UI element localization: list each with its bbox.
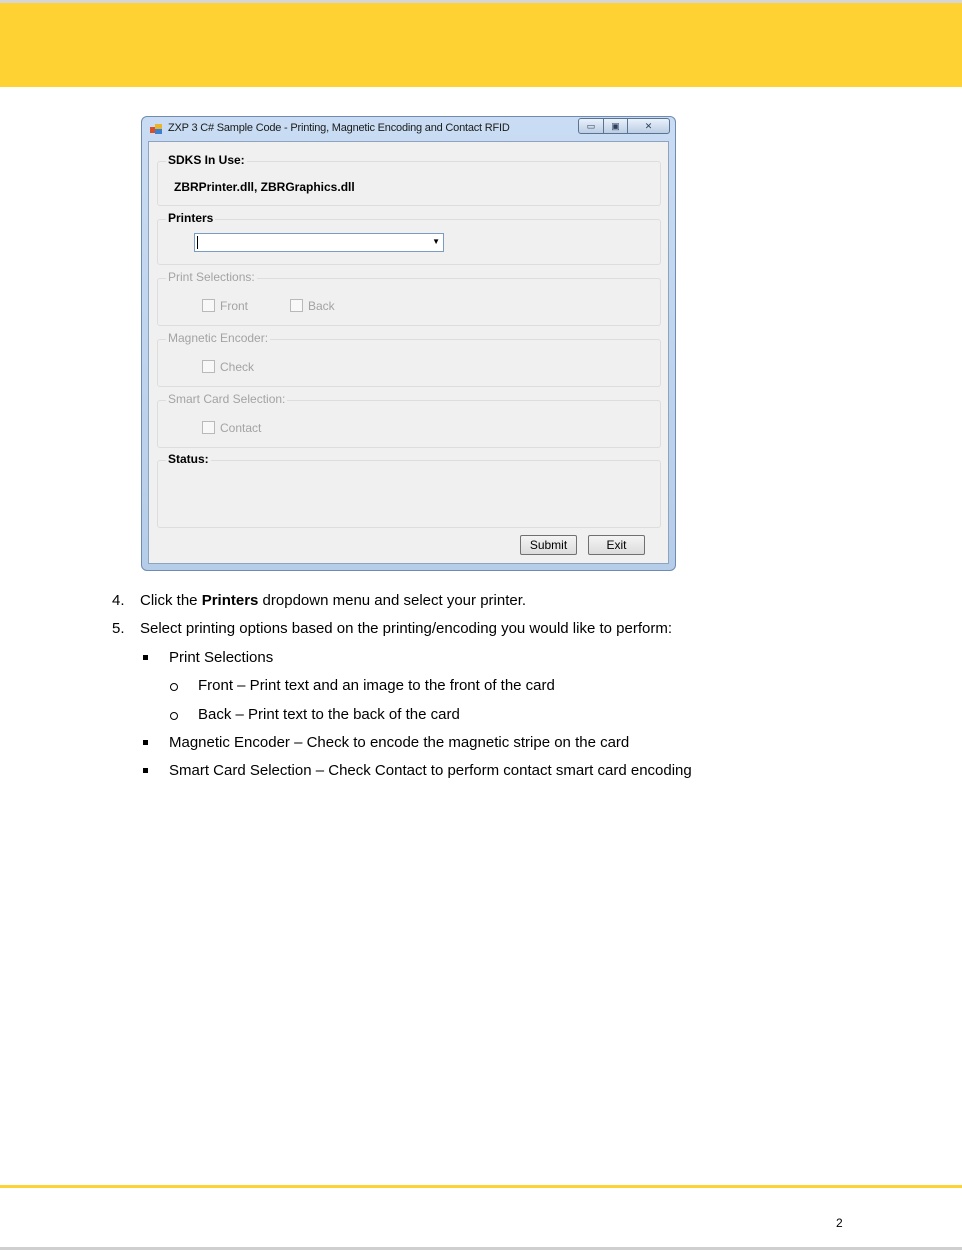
app-icon	[150, 124, 162, 134]
maximize-button[interactable]: ▣	[603, 118, 628, 134]
window-client-area	[148, 141, 669, 564]
step-number: 5.	[112, 620, 125, 637]
smart-card-label: Smart Card Selection:	[168, 392, 286, 406]
step-text: Click the Printers dropdown menu and select your printer.	[140, 592, 527, 609]
checkbox-icon	[202, 299, 215, 312]
printers-emphasis: Printers	[201, 592, 259, 609]
step-number: 4.	[112, 592, 125, 609]
submit-button[interactable]: Submit	[520, 535, 577, 555]
bullet-circle-icon	[170, 683, 178, 691]
checkbox-icon	[202, 421, 215, 434]
window-controls	[578, 118, 670, 135]
checkbox-icon	[290, 299, 303, 312]
contact-label: Contact	[220, 421, 262, 435]
status-label: Status:	[168, 452, 209, 466]
list-item: Magnetic Encoder – Check to encode the magnetic stripe on the card	[169, 734, 630, 751]
step-text: Select printing options based on the printing/encoding you would like to perform:	[140, 620, 672, 637]
window-title: ZXP 3 C# Sample Code - Printing, Magnetic Encoding and Contact RFID	[168, 122, 510, 134]
back-label: Back	[308, 299, 335, 313]
front-checkbox[interactable]	[202, 299, 248, 313]
bullet-square-icon	[143, 655, 148, 660]
header-banner	[0, 3, 962, 87]
print-selections-group	[157, 270, 661, 326]
check-label: Check	[220, 360, 255, 374]
text-caret	[197, 236, 198, 249]
check-checkbox[interactable]	[202, 360, 254, 374]
app-window	[141, 116, 676, 571]
printers-dropdown[interactable]	[194, 233, 444, 252]
printers-group	[157, 211, 661, 265]
minimize-button[interactable]: ▭	[578, 118, 604, 134]
contact-checkbox[interactable]	[202, 421, 261, 435]
sdks-value: ZBRPrinter.dll, ZBRGraphics.dll	[174, 180, 355, 194]
smart-card-group	[157, 392, 661, 448]
sub-list-item: Front – Print text and an image to the front of the card	[198, 677, 555, 694]
status-group	[157, 452, 661, 528]
chevron-down-icon[interactable]: ▼	[432, 237, 440, 246]
checkbox-icon	[202, 360, 215, 373]
bullet-square-icon	[143, 768, 148, 773]
list-item: Print Selections	[169, 649, 274, 666]
back-checkbox[interactable]	[290, 299, 335, 313]
exit-button[interactable]: Exit	[588, 535, 645, 555]
printers-label: Printers	[168, 211, 214, 225]
front-label: Front	[220, 299, 249, 313]
bullet-square-icon	[143, 740, 148, 745]
bullet-circle-icon	[170, 712, 178, 720]
sub-list-item: Back – Print text to the back of the card	[198, 706, 460, 723]
footer-rule	[0, 1185, 962, 1188]
magnetic-encoder-group	[157, 331, 661, 387]
print-selections-label: Print Selections:	[168, 270, 255, 284]
sdks-label: SDKS In Use:	[168, 153, 245, 167]
magnetic-encoder-label: Magnetic Encoder:	[168, 331, 269, 345]
sdks-group	[157, 153, 661, 206]
page-number: 2	[836, 1216, 843, 1230]
close-button[interactable]: ✕	[627, 118, 670, 134]
list-item: Smart Card Selection – Check Contact to perform contact smart card encoding	[169, 762, 692, 779]
